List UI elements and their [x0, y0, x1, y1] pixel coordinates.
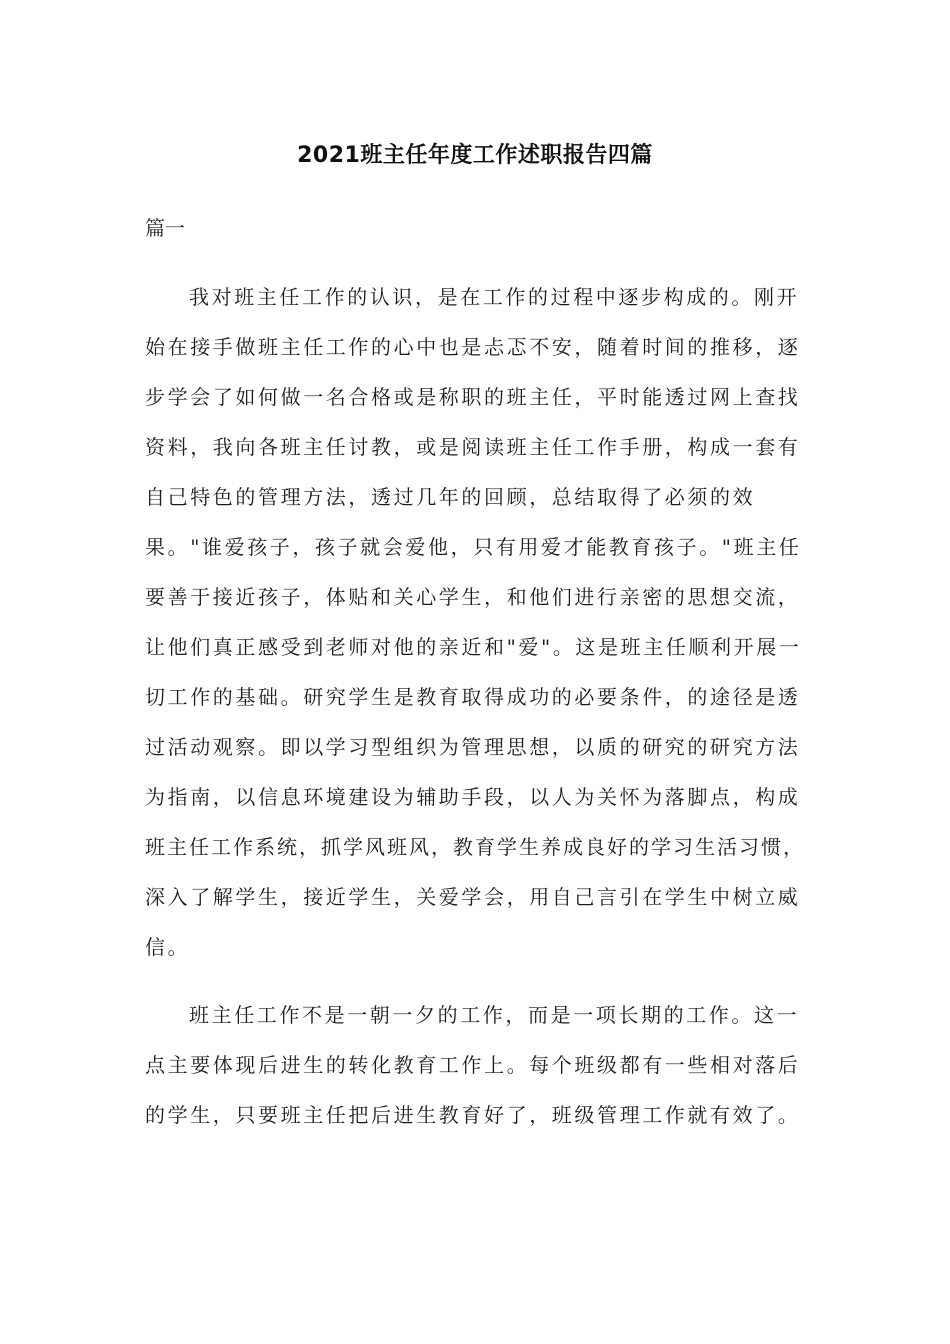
paragraph-line: 让他们真正感受到老师对他的亲近和"爱"。这是班主任顺利开展一 — [145, 635, 802, 659]
paragraph-line: 点主要体现后进生的转化教育工作上。每个班级都有一些相对落后 — [145, 1053, 801, 1077]
paragraph-line: 过活动观察。即以学习型组织为管理思想，以质的研究的研究方法 — [145, 735, 801, 759]
paragraph-line: 为指南，以信息环境建设为辅助手段，以人为关怀为落脚点，构成 — [145, 785, 801, 809]
paragraph-line: 切工作的基础。研究学生是教育取得成功的必要条件，的途径是透 — [145, 685, 801, 709]
section-label: 篇一 — [145, 216, 185, 240]
paragraph-1 — [145, 272, 805, 972]
paragraph-line: 班主任工作系统，抓学风班风，教育学生养成良好的学习生活习惯， — [145, 835, 805, 859]
paragraph-line: 自己特色的管理方法，透过几年的回顾，总结取得了必须的效 — [145, 485, 756, 509]
paragraph-line: 要善于接近孩子，体贴和关心学生，和他们进行亲密的思想交流， — [145, 585, 801, 609]
paragraph-line: 始在接手做班主任工作的心中也是忐忑不安，随着时间的推移，逐 — [145, 335, 801, 359]
paragraph-2 — [145, 990, 800, 1140]
paragraph-line: 资料，我向各班主任讨教，或是阅读班主任工作手册，构成一套有 — [145, 435, 801, 459]
paragraph-line: 果。"谁爱孩子，孩子就会爱他，只有用爱才能教育孩子。"班主任 — [145, 535, 802, 559]
paragraph-line: 信。 — [145, 935, 191, 959]
paragraph-line: 我对班主任工作的认识，是在工作的过程中逐步构成的。刚开 — [189, 285, 800, 309]
paragraph-line: 班主任工作不是一朝一夕的工作，而是一项长期的工作。这一 — [189, 1003, 800, 1027]
paragraph-line: 的学生，只要班主任把后进生教育好了，班级管理工作就有效了。 — [145, 1103, 801, 1127]
paragraph-line: 深入了解学生，接近学生，关爱学会，用自己言引在学生中树立威 — [145, 885, 801, 909]
document-title: 2021班主任年度工作述职报告四篇 — [297, 143, 653, 168]
paragraph-line: 步学会了如何做一名合格或是称职的班主任，平时能透过网上查找 — [145, 385, 801, 409]
